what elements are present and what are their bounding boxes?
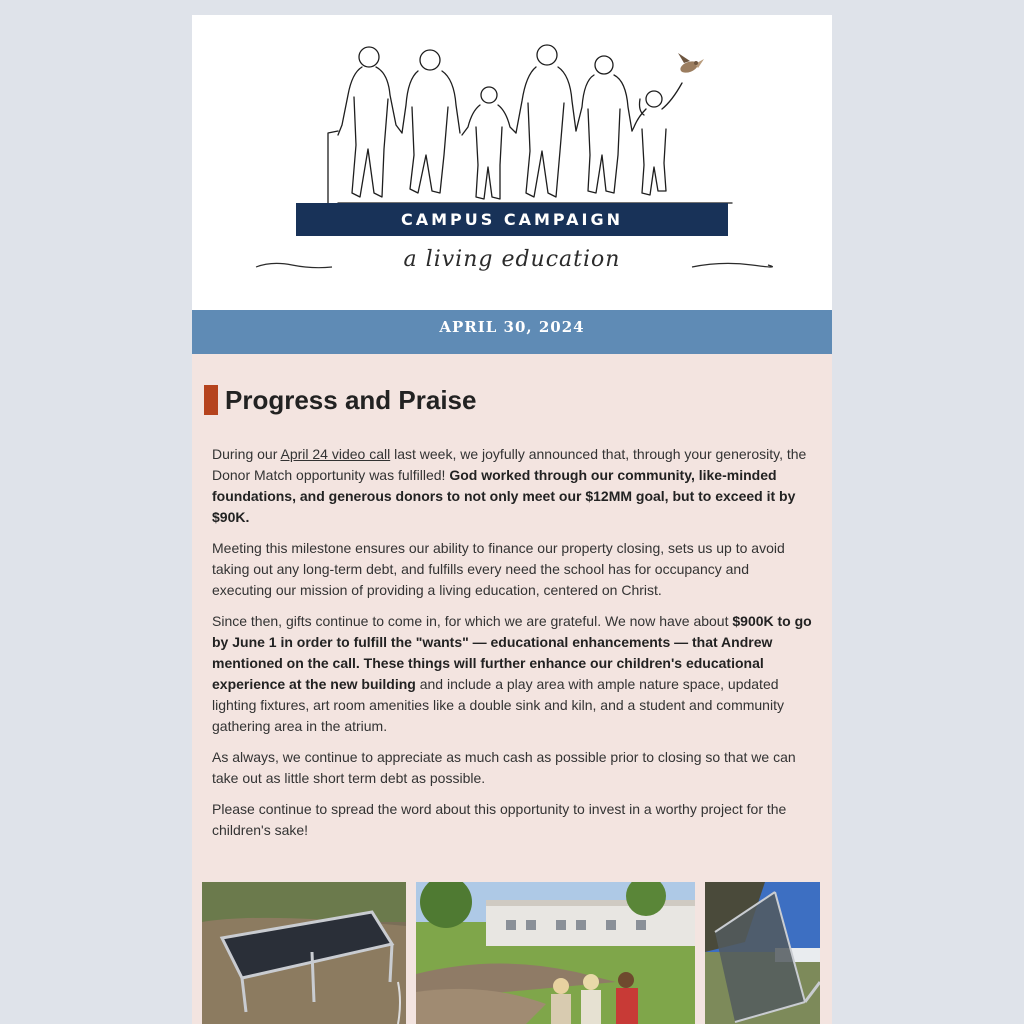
video-call-link[interactable]: April 24 video call <box>280 446 391 462</box>
p1-bold-text: God worked through our community, like-minded foundations, and generous donors to not only meet our $12MM goal, but to exceed it by $90K. <box>212 467 796 525</box>
tagline: a living education <box>403 247 621 272</box>
date-bar <box>192 310 832 354</box>
p1-text-middle: last week, we joyfully announced that, through your generosity, the Donor Match opportunity was fulfilled! <box>212 446 807 483</box>
section-title: Progress and Praise <box>225 384 477 415</box>
photo-sink[interactable] <box>202 882 406 1024</box>
paragraph-5: Please continue to spread the word about this opportunity to invest in a worthy project for the children's sake! <box>212 801 787 838</box>
p3-text-start: Since then, gifts continue to come in, for which we are grateful. We now have about <box>212 613 733 629</box>
paragraph-4: As always, we continue to appreciate as much cash as possible prior to closing so that we can take out as little short term debt as possible. <box>212 749 796 786</box>
newsletter-date: APRIL 30, 2024 <box>439 318 585 336</box>
title-accent-bar <box>204 385 218 415</box>
photo-strip <box>192 882 832 1024</box>
campaign-banner <box>296 203 728 236</box>
p1-text-start: During our <box>212 446 281 462</box>
paragraph-3 <box>212 611 812 737</box>
p3-text-end: and include a play area with ample nature space, updated lighting fixtures, art room amenities like a double sink and kiln, and a student and community gathering area in the atrium. <box>212 676 784 734</box>
email-container <box>192 15 832 1024</box>
banner-text: CAMPUS CAMPAIGN <box>400 210 624 229</box>
bird-icon <box>678 53 704 75</box>
campaign-header <box>192 15 832 310</box>
paragraph-2: Meeting this milestone ensures our ability to finance our property closing, sets us up to avoid taking out any long-term debt, and fulfills every need the school has for occupancy and executing our mission of providing a living education, centered on Christ. <box>212 540 785 598</box>
photo-hammock[interactable] <box>705 882 820 1024</box>
photo-campus[interactable] <box>416 882 695 1024</box>
p3-bold-text: $900K to go by June 1 in order to fulfill the "wants" — educational enhancements — that Andrew mentioned on the call. These things will further enhance our children's educational experience at the new building <box>212 613 812 692</box>
section-heading <box>204 385 476 415</box>
paragraph-1 <box>212 444 812 528</box>
article-body <box>212 444 812 851</box>
